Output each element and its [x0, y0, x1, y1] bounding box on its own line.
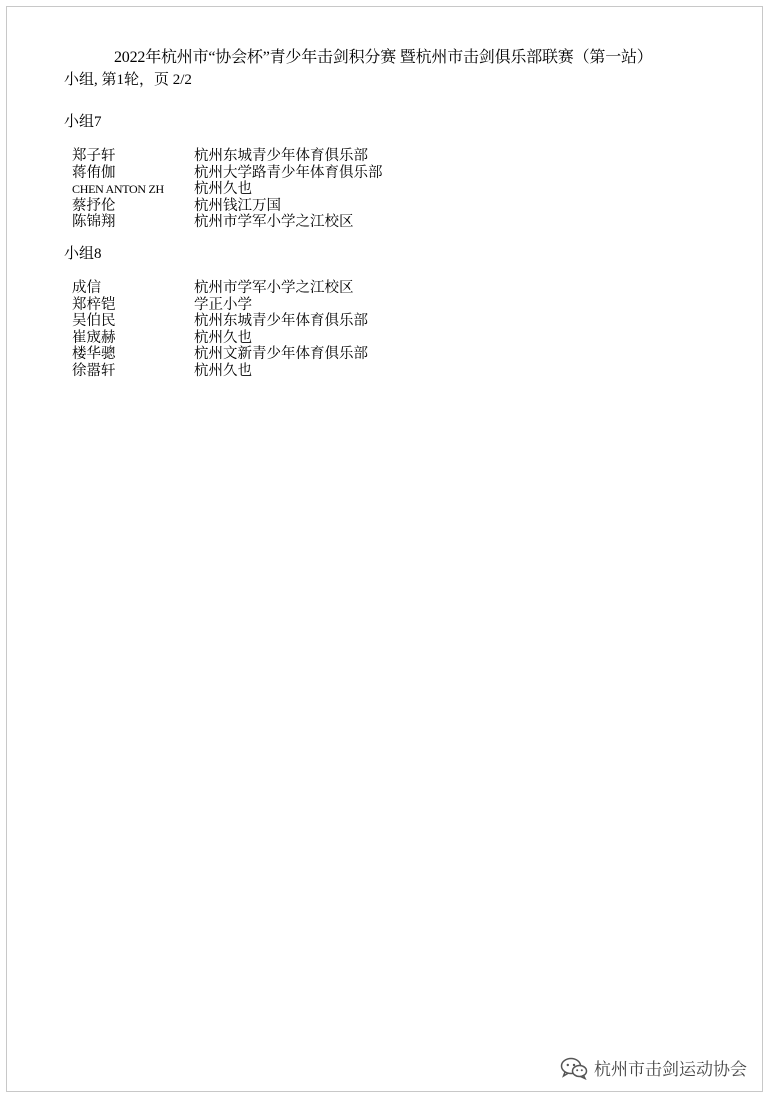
fencer-name: 蒋侑伽	[72, 164, 116, 181]
fencer-club: 杭州久也	[194, 181, 252, 197]
fencer-club: 杭州大学路青少年体育俱乐部	[194, 164, 383, 181]
fencer-name: 蔡抒伦	[72, 197, 116, 214]
fencer-name: 郑梓铠	[72, 296, 116, 313]
fencer-row	[64, 214, 354, 231]
fencer-list	[64, 280, 368, 379]
fencer-name: 徐嚣轩	[72, 362, 116, 379]
group-heading: 小组7	[64, 114, 102, 130]
fencer-name: 楼华骢	[72, 346, 116, 362]
fencer-row	[64, 346, 368, 363]
group-8	[64, 244, 368, 379]
fencer-club: 杭州市学军小学之江校区	[194, 280, 354, 296]
fencer-row	[64, 313, 368, 330]
fencer-club: 杭州钱江万国	[194, 197, 281, 214]
group-heading: 小组8	[64, 246, 102, 262]
fencer-club: 杭州市学军小学之江校区	[194, 214, 354, 230]
document-title: 2022年杭州市“协会杯”青少年击剑积分赛 暨杭州市击剑俱乐部联赛（第一站）	[114, 49, 653, 66]
fencer-club: 杭州东城青少年体育俱乐部	[194, 313, 368, 329]
page-sheet	[6, 6, 763, 1092]
fencer-club: 学正小学	[194, 296, 252, 313]
wechat-icon	[560, 1056, 588, 1080]
fencer-row	[64, 362, 252, 380]
group-7	[64, 112, 383, 231]
fencer-club: 杭州文新青少年体育俱乐部	[194, 346, 368, 362]
fencer-row	[64, 164, 383, 182]
fencer-name: 吴伯民	[72, 313, 116, 329]
fencer-row	[64, 296, 252, 314]
watermark-text: 杭州市击剑运动协会	[594, 1060, 747, 1080]
fencer-row	[64, 197, 281, 215]
document-subtitle: 小组, 第1轮，页 2/2	[64, 72, 192, 88]
fencer-row	[64, 329, 252, 347]
fencer-name: 郑子轩	[72, 148, 116, 164]
fencer-row	[64, 148, 368, 165]
fencer-row	[64, 181, 252, 198]
fencer-list	[64, 148, 383, 231]
fencer-name: 成信	[72, 280, 101, 296]
fencer-row	[64, 280, 354, 297]
watermark	[560, 1055, 747, 1080]
fencer-name: CHEN ANTON ZH	[72, 182, 164, 196]
fencer-name: 崔宬赫	[72, 329, 116, 346]
fencer-club: 杭州东城青少年体育俱乐部	[194, 148, 368, 164]
fencer-club: 杭州久也	[194, 329, 252, 346]
fencer-club: 杭州久也	[194, 362, 252, 379]
fencer-name: 陈锦翔	[72, 214, 116, 230]
